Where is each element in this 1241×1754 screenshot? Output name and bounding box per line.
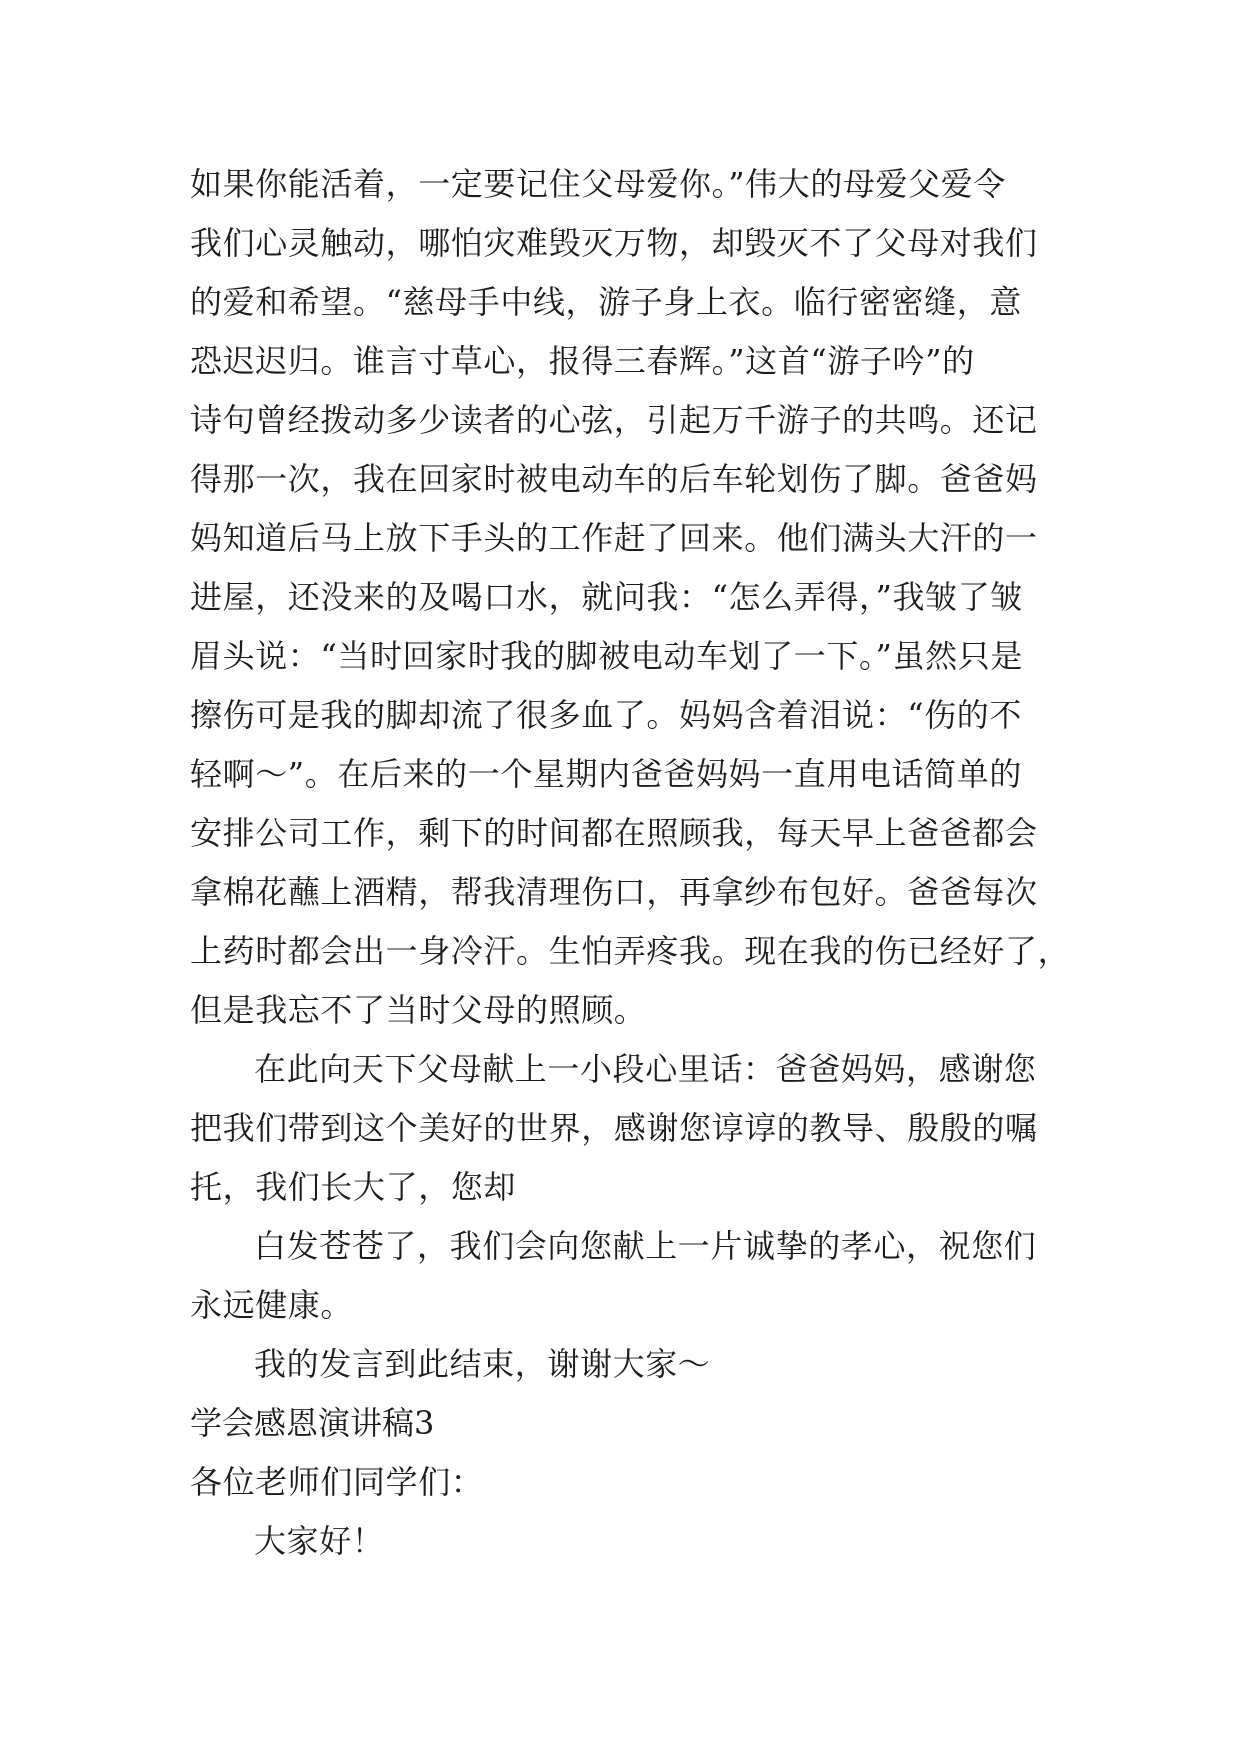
text-line: 恐迟迟归。谁言寸草心，报得三春辉。”这首“游子吟”的 [190,342,975,380]
section-title: 学会感恩演讲稿3 [190,1404,435,1442]
text-line: 得那一次，我在回家时被电动车的后车轮划伤了脚。爸爸妈 [190,460,1038,498]
text-line: 擦伤可是我的脚却流了很多血了。妈妈含着泪说：“伤的不 [190,696,1022,734]
text-line: 眉头说：“当时回家时我的脚被电动车划了一下。”虽然只是 [190,637,1023,675]
text-line: 拿棉花蘸上酒精，帮我清理伤口，再拿纱布包好。爸爸每次 [190,873,1038,911]
text-line: 我们心灵触动，哪怕灾难毁灭万物，却毁灭不了父母对我们 [190,224,1038,262]
text-line: 永远健康。 [190,1286,354,1324]
text-line: 进屋，还没来的及喝口水，就问我：“怎么弄得，”我皱了皱 [190,578,1023,616]
closing-line: 我的发言到此结束，谢谢大家～ [254,1345,711,1383]
greeting: 大家好！ [254,1522,385,1560]
paragraph-start-line: 在此向天下父母献上一小段心里话：爸爸妈妈，感谢您 [254,1050,1037,1088]
text-line: 把我们带到这个美好的世界，感谢您谆谆的教导、殷殷的嘱 [190,1109,1038,1147]
text-line: 妈知道后马上放下手头的工作赶了回来。他们满头大汗的一 [190,519,1038,557]
text-line: 托，我们长大了，您却 [190,1168,517,1206]
text-line: 的爱和希望。“慈母手中线，游子身上衣。临行密密缝，意 [190,283,1022,321]
salutation: 各位老师们同学们： [190,1463,484,1501]
text-line: 如果你能活着，一定要记住父母爱你。”伟大的母爱父爱令 [190,165,1006,203]
text-line: 但是我忘不了当时父母的照顾。 [190,991,647,1029]
document-body [190,155,1071,1571]
text-line: 安排公司工作，剩下的时间都在照顾我，每天早上爸爸都会 [190,814,1038,852]
text-line: 上药时都会出一身冷汗。生怕弄疼我。现在我的伤已经好了， [190,932,1071,970]
paragraph-start-line: 白发苍苍了，我们会向您献上一片诚挚的孝心，祝您们 [254,1227,1037,1265]
text-line: 诗句曾经拨动多少读者的心弦，引起万千游子的共鸣。还记 [190,401,1038,439]
text-line: 轻啊～”。在后来的一个星期内爸爸妈妈一直用电话简单的 [190,755,1022,793]
